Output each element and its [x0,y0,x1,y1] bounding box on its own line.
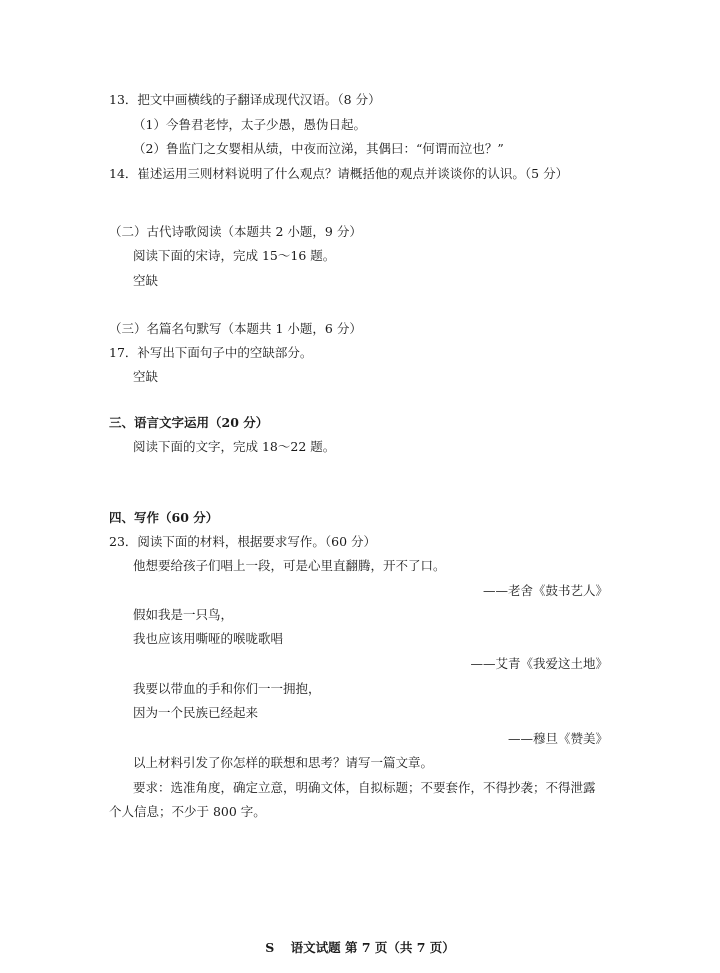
q17-stem: 17．补写出下面句子中的空缺部分。 [109,345,313,360]
q13-sentence-1: （1）今鲁君老悖，太子少愚，愚伪日起。 [133,117,366,132]
dictation-section-heading: （三）名篇名句默写（本题共 1 小题，6 分） [109,321,362,336]
writing-requirements-line-1: 要求：选准角度，确定立意，明确文体，自拟标题；不要套作，不得抄袭；不得泄露 [133,780,596,795]
section-3-instruction: 阅读下面的文字，完成 18～22 题。 [133,439,336,454]
dictation-blank: 空缺 [133,369,159,384]
poetry-section-heading: （二）古代诗歌阅读（本题共 2 小题，9 分） [109,224,362,239]
q23-stem: 23．阅读下面的材料，根据要求写作。（60 分） [109,534,377,549]
poetry-instruction: 阅读下面的宋诗，完成 15～16 题。 [133,248,336,263]
material-2-source: ——艾青《我爱这土地》 [470,656,608,671]
section-4-heading: 四、写作（60 分） [109,510,219,525]
page-number-label: 语文试题 第 7 页（共 7 页） [290,940,455,955]
writing-prompt: 以上材料引发了你怎样的联想和思考？请写一篇文章。 [133,755,434,770]
material-3-line-1: 我要以带血的手和你们一一拥抱， [133,681,321,696]
q13-sentence-2: （2）鲁监门之女婴相从绩，中夜而泣涕，其偶曰：“何谓而泣也？” [133,141,504,156]
poetry-blank: 空缺 [133,273,159,288]
material-1-text: 他想要给孩子们唱上一段，可是心里直翻腾，开不了口。 [133,558,446,573]
q14-stem: 14．崔述运用三则材料说明了什么观点？请概括他的观点并谈谈你的认识。（5 分） [109,166,569,181]
q13-stem: 13．把文中画横线的子翻译成现代汉语。（8 分） [109,92,381,107]
material-2-line-1: 假如我是一只鸟， [133,607,234,622]
material-3-source: ——穆旦《赞美》 [507,731,608,746]
section-3-heading: 三、语言文字运用（20 分） [109,415,269,430]
page-footer [0,938,720,956]
paper-code: S [265,940,275,955]
material-3-line-2: 因为一个民族已经起来 [133,705,259,720]
material-2-line-2: 我也应该用嘶哑的喉咙歌唱 [133,631,284,646]
writing-requirements-line-2: 个人信息；不少于 800 字。 [109,804,266,819]
material-1-source: ——老舍《鼓书艺人》 [482,583,608,598]
